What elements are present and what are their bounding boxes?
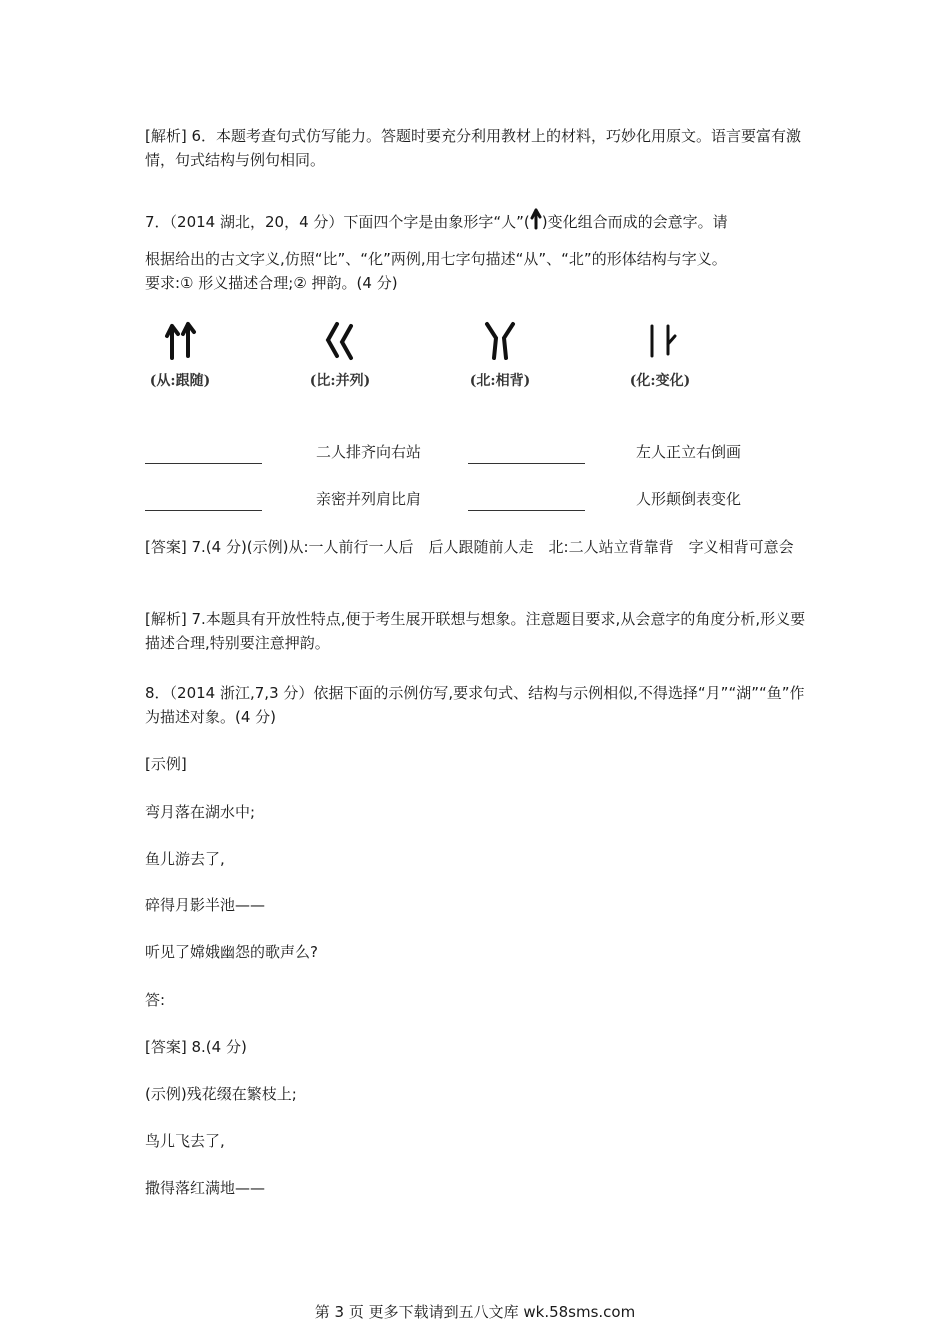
answer-blank-bei[interactable] <box>468 447 585 471</box>
q7-analysis: [解析] 7.本题具有开放性特点,便于考生展开联想与想象。注意题目要求,从会意字的角度分析,形义要描述合理,特别要注意押韵。 <box>145 610 806 652</box>
answer-blank-cong[interactable] <box>145 447 262 471</box>
glyph-caption: (北:相背) <box>469 373 531 389</box>
hua-glyph-icon <box>635 318 685 364</box>
bi-glyph-icon <box>315 318 365 364</box>
q8-question: 8．（2014 浙江,7,3 分）依据下面的示例仿写,要求句式、结构与示例相似,不得选择“月”“湖”“鱼”作为描述对象。(4 分) <box>145 684 805 726</box>
ancient-glyph-row <box>140 318 740 400</box>
glyph-caption: (化:变化) <box>629 373 691 389</box>
q8-answer-prompt: 答: <box>145 991 166 1009</box>
q7-line3: 要求:① 形义描述合理;② 押韵。(4 分) <box>145 274 398 292</box>
q8-example-line: 听见了嫦娥幽怨的歌声么? <box>145 943 318 961</box>
row2-text1: 亲密并列肩比肩 <box>316 490 422 508</box>
q8-answer-label: [答案] 8.(4 分) <box>145 1038 247 1056</box>
q7-line1-pre: 7．（2014 湖北，20，4 分）下面四个字是由象形字“人”( <box>145 213 530 231</box>
q8-example-line: 碎得月影半池—— <box>145 896 266 914</box>
row2-text2: 人形颠倒表变化 <box>636 490 742 508</box>
answer-blank-cong-2[interactable] <box>145 494 262 518</box>
glyph-bi <box>300 318 380 390</box>
row1-text1: 二人排齐向右站 <box>316 443 422 461</box>
q7-line1-post: )变化组合而成的会意字。请 <box>541 213 728 231</box>
analysis-6: [解析] 6．本题考查句式仿写能力。答题时要充分利用教材上的材料，巧妙化用原文。语言要富有激情，句式结构与例句相同。 <box>145 127 802 169</box>
glyph-hua <box>620 318 700 390</box>
glyph-cong <box>140 318 220 390</box>
ren-glyph-icon <box>530 208 542 239</box>
page-footer: 第 3 页 更多下载请到五八文库 wk.58sms.com <box>314 1303 636 1321</box>
glyph-caption: (从:跟随) <box>149 373 211 389</box>
q7-answer: [答案] 7.(4 分)(示例)从:一人前行一人后 后人跟随前人走 北:二人站立背靠背 字义相背可意会 <box>145 538 794 556</box>
q8-answer-line: (示例)残花缀在繁枝上; <box>145 1085 297 1103</box>
q8-answer-line: 撒得落红满地—— <box>145 1179 266 1197</box>
q8-example-label: [示例] <box>145 755 187 773</box>
q8-example-line: 弯月落在湖水中; <box>145 803 256 821</box>
q7-line1 <box>145 208 810 239</box>
bei-glyph-icon <box>475 318 525 364</box>
q8-example-line: 鱼儿游去了, <box>145 850 225 868</box>
glyph-bei <box>460 318 540 390</box>
glyph-caption: (比:并列) <box>309 373 371 389</box>
q8-answer-line: 鸟儿飞去了, <box>145 1132 225 1150</box>
answer-blank-bei-2[interactable] <box>468 494 585 518</box>
q7-line2: 根据给出的古文字义,仿照“比”、“化”两例,用七字句描述“从”、“北”的形体结构与字义。 <box>145 250 727 268</box>
cong-glyph-icon <box>155 318 205 364</box>
row1-text2: 左人正立右倒画 <box>636 443 742 461</box>
